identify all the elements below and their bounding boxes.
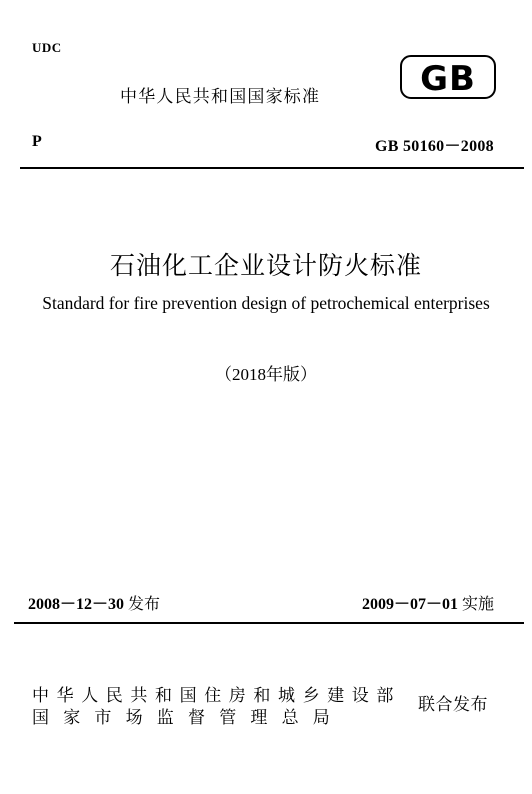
implementation-date-block	[362, 591, 494, 614]
implementation-label: 实施	[461, 594, 494, 613]
issue-label: 发布	[128, 594, 161, 613]
publisher-line-1: 中华人民共和国住房和城乡建设部	[32, 686, 401, 706]
standard-title-chinese: 石油化工企业设计防火标准	[109, 251, 422, 280]
top-divider	[20, 167, 524, 169]
svg-text:GB: GB	[420, 59, 476, 99]
publisher-line-2: 国家市场监督管理总局	[32, 708, 344, 728]
standard-code: GB 50160－2008	[374, 138, 494, 155]
issue-date: 2008－12－30	[28, 596, 125, 613]
implementation-date: 2009－07－01	[361, 596, 458, 613]
bottom-divider	[14, 622, 524, 624]
category-label: P	[32, 133, 42, 150]
issue-date-block	[28, 591, 160, 614]
joint-publication-label: 联合发布	[418, 695, 488, 715]
standard-title-english: Standard for fire prevention design of petrochemical enterprises	[42, 293, 490, 313]
issuer-title: 中华人民共和国国家标准	[120, 87, 321, 107]
edition-label: （2018年版）	[215, 365, 317, 384]
gb-logo	[400, 55, 496, 99]
udc-label: UDC	[32, 40, 62, 55]
